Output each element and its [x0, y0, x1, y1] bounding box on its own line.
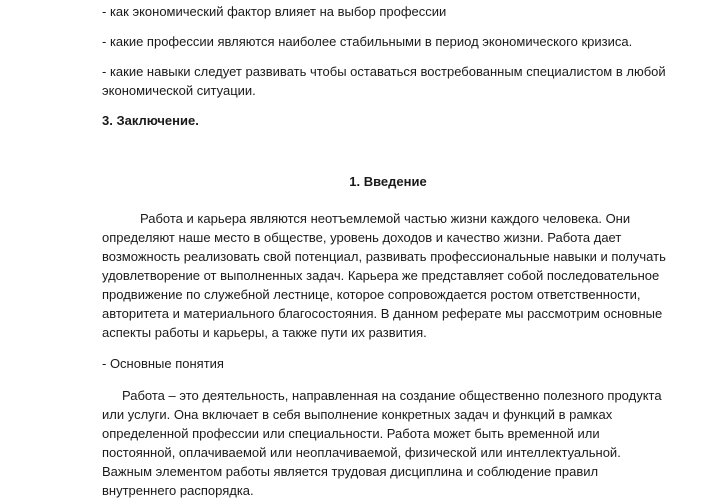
- subheading: - Основные понятия: [102, 356, 224, 371]
- section-heading: 1. Введение: [349, 174, 427, 189]
- intro-paragraph: Работа и карьера являются неотъемлемой частью жизни каждого человека. Они определяют наше место в обществе, уровень доходов и качество жизни. Работа дает возможность реализовать свой потенциал, развивать профессиональные навыки и получать удовлетворение от выполненных задач. Карьера же представляет собой последовательное продвижение по служебной лестнице, которое сопровождается ростом ответственности, авторитета и материального благосостояния. В данном реферате мы рассмотрим основные аспекты работы и карьеры, а также пути их развития.: [102, 211, 666, 340]
- definition-paragraph: Работа – это деятельность, направленная на создание общественно полезного продукта или услуги. Она включает в себя выполнение конкретных задач и функций в рамках определенной профессии или специальности. Работа может быть временной или постоянной, оплачиваемой или неоплачиваемой, физической или интеллектуальной. Важным элементом работы является трудовая дисциплина и соблюдение правил внутреннего распорядка.: [102, 388, 662, 498]
- bullet-item: - как экономический фактор влияет на выбор профессии: [102, 4, 447, 19]
- conclusion-heading: 3. Заключение.: [102, 113, 199, 128]
- bullet-item: - какие профессии являются наиболее стабильными в период экономического кризиса.: [102, 34, 633, 49]
- bullet-item: - какие навыки следует развивать чтобы оставаться востребованным специалистом в любой экономической ситуации.: [102, 64, 666, 98]
- document-body: [102, 2, 670, 500]
